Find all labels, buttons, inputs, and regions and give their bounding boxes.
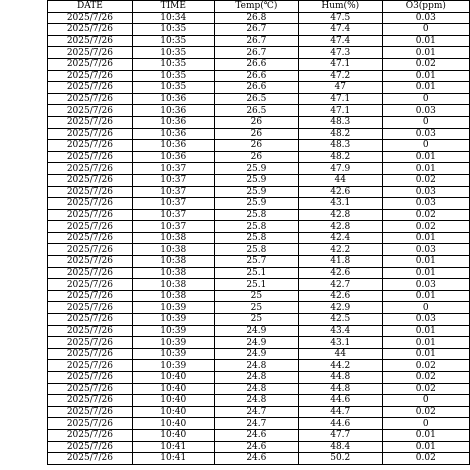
cell-date: 2025/7/26	[48, 418, 133, 430]
table-row	[48, 151, 470, 163]
table-row	[48, 70, 470, 82]
cell-time: 10:41	[132, 441, 214, 453]
table-row	[48, 116, 470, 128]
cell-o3: 0.01	[382, 429, 469, 441]
cell-o3: 0	[382, 395, 469, 407]
cell-time: 10:35	[132, 47, 214, 59]
cell-o3: 0.02	[382, 58, 469, 70]
table-row	[48, 128, 470, 140]
cell-date: 2025/7/26	[48, 383, 133, 395]
cell-date: 2025/7/26	[48, 35, 133, 47]
table-row	[48, 395, 470, 407]
cell-o3: 0.01	[382, 70, 469, 82]
cell-temp: 26.6	[214, 82, 298, 94]
cell-time: 10:40	[132, 372, 214, 384]
cell-o3: 0	[382, 24, 469, 36]
header-o3: O3(ppm)	[382, 1, 469, 13]
cell-date: 2025/7/26	[48, 348, 133, 360]
cell-temp: 26.6	[214, 70, 298, 82]
cell-date: 2025/7/26	[48, 232, 133, 244]
cell-o3: 0.01	[382, 290, 469, 302]
cell-o3: 0.03	[382, 105, 469, 117]
table-row	[48, 163, 470, 175]
cell-hum: 47.1	[298, 58, 382, 70]
table-row	[48, 290, 470, 302]
cell-time: 10:37	[132, 174, 214, 186]
cell-hum: 44	[298, 174, 382, 186]
cell-hum: 47	[298, 82, 382, 94]
cell-temp: 24.8	[214, 395, 298, 407]
table-row	[48, 453, 470, 465]
cell-hum: 48.2	[298, 151, 382, 163]
cell-o3: 0.01	[382, 441, 469, 453]
table-row	[48, 58, 470, 70]
cell-time: 10:40	[132, 429, 214, 441]
table-row	[48, 35, 470, 47]
header-time: TIME	[132, 1, 214, 13]
cell-hum: 44	[298, 348, 382, 360]
cell-date: 2025/7/26	[48, 406, 133, 418]
cell-temp: 24.8	[214, 360, 298, 372]
table-row	[48, 186, 470, 198]
table-row	[48, 256, 470, 268]
cell-temp: 25.8	[214, 209, 298, 221]
header-hum: Hum(%)	[298, 1, 382, 13]
cell-hum: 43.1	[298, 337, 382, 349]
cell-hum: 48.3	[298, 116, 382, 128]
cell-o3: 0.02	[382, 453, 469, 465]
table-row	[48, 406, 470, 418]
cell-time: 10:37	[132, 198, 214, 210]
cell-time: 10:39	[132, 325, 214, 337]
table-row	[48, 82, 470, 94]
cell-o3: 0.01	[382, 267, 469, 279]
cell-date: 2025/7/26	[48, 302, 133, 314]
cell-hum: 42.8	[298, 209, 382, 221]
table-row	[48, 24, 470, 36]
cell-hum: 42.6	[298, 267, 382, 279]
cell-time: 10:38	[132, 232, 214, 244]
cell-date: 2025/7/26	[48, 198, 133, 210]
cell-hum: 42.2	[298, 244, 382, 256]
cell-o3: 0.01	[382, 348, 469, 360]
cell-time: 10:35	[132, 58, 214, 70]
cell-temp: 24.8	[214, 372, 298, 384]
cell-time: 10:40	[132, 418, 214, 430]
cell-hum: 47.4	[298, 35, 382, 47]
cell-time: 10:37	[132, 221, 214, 233]
cell-date: 2025/7/26	[48, 441, 133, 453]
cell-time: 10:34	[132, 12, 214, 24]
cell-o3: 0.03	[382, 198, 469, 210]
cell-date: 2025/7/26	[48, 360, 133, 372]
cell-o3: 0.01	[382, 325, 469, 337]
cell-temp: 24.7	[214, 406, 298, 418]
cell-hum: 48.4	[298, 441, 382, 453]
cell-hum: 47.9	[298, 163, 382, 175]
cell-time: 10:35	[132, 82, 214, 94]
cell-hum: 42.4	[298, 232, 382, 244]
cell-o3: 0.02	[382, 383, 469, 395]
cell-time: 10:37	[132, 209, 214, 221]
header-date: DATE	[48, 1, 133, 13]
cell-time: 10:40	[132, 395, 214, 407]
cell-temp: 26	[214, 116, 298, 128]
cell-time: 10:38	[132, 290, 214, 302]
cell-temp: 24.7	[214, 418, 298, 430]
cell-date: 2025/7/26	[48, 267, 133, 279]
table-row	[48, 209, 470, 221]
cell-o3: 0.01	[382, 82, 469, 94]
cell-time: 10:37	[132, 186, 214, 198]
cell-o3: 0.01	[382, 256, 469, 268]
cell-temp: 25.1	[214, 267, 298, 279]
cell-hum: 47.2	[298, 70, 382, 82]
cell-hum: 47.5	[298, 12, 382, 24]
table-row	[48, 441, 470, 453]
table-row	[48, 325, 470, 337]
cell-o3: 0.02	[382, 372, 469, 384]
cell-temp: 25.9	[214, 198, 298, 210]
cell-temp: 26.5	[214, 93, 298, 105]
cell-time: 10:40	[132, 406, 214, 418]
cell-date: 2025/7/26	[48, 290, 133, 302]
cell-time: 10:36	[132, 151, 214, 163]
cell-o3: 0	[382, 140, 469, 152]
cell-date: 2025/7/26	[48, 395, 133, 407]
cell-o3: 0.03	[382, 244, 469, 256]
cell-hum: 42.5	[298, 314, 382, 326]
table-row	[48, 418, 470, 430]
cell-time: 10:41	[132, 453, 214, 465]
cell-temp: 24.9	[214, 348, 298, 360]
cell-date: 2025/7/26	[48, 453, 133, 465]
cell-date: 2025/7/26	[48, 209, 133, 221]
cell-time: 10:39	[132, 337, 214, 349]
cell-date: 2025/7/26	[48, 12, 133, 24]
cell-date: 2025/7/26	[48, 279, 133, 291]
cell-temp: 25.9	[214, 163, 298, 175]
cell-hum: 44.8	[298, 383, 382, 395]
cell-hum: 44.6	[298, 395, 382, 407]
cell-date: 2025/7/26	[48, 256, 133, 268]
cell-time: 10:39	[132, 360, 214, 372]
cell-o3: 0.01	[382, 151, 469, 163]
cell-date: 2025/7/26	[48, 47, 133, 59]
cell-temp: 25.8	[214, 244, 298, 256]
cell-time: 10:40	[132, 383, 214, 395]
cell-o3: 0.03	[382, 12, 469, 24]
table-row	[48, 12, 470, 24]
cell-o3: 0.02	[382, 406, 469, 418]
cell-o3: 0.01	[382, 35, 469, 47]
cell-temp: 25.7	[214, 256, 298, 268]
cell-time: 10:35	[132, 35, 214, 47]
cell-date: 2025/7/26	[48, 314, 133, 326]
cell-date: 2025/7/26	[48, 116, 133, 128]
cell-hum: 50.2	[298, 453, 382, 465]
cell-temp: 25.9	[214, 174, 298, 186]
cell-temp: 26.7	[214, 24, 298, 36]
cell-time: 10:35	[132, 70, 214, 82]
cell-time: 10:36	[132, 116, 214, 128]
header-row	[48, 1, 470, 13]
cell-date: 2025/7/26	[48, 151, 133, 163]
cell-temp: 26	[214, 128, 298, 140]
cell-date: 2025/7/26	[48, 221, 133, 233]
cell-time: 10:36	[132, 105, 214, 117]
cell-o3: 0.02	[382, 221, 469, 233]
cell-hum: 43.1	[298, 198, 382, 210]
cell-o3: 0.02	[382, 174, 469, 186]
cell-temp: 24.8	[214, 383, 298, 395]
table-row	[48, 337, 470, 349]
cell-hum: 43.4	[298, 325, 382, 337]
cell-date: 2025/7/26	[48, 140, 133, 152]
cell-hum: 42.6	[298, 290, 382, 302]
cell-temp: 26.6	[214, 58, 298, 70]
cell-date: 2025/7/26	[48, 186, 133, 198]
cell-o3: 0.03	[382, 128, 469, 140]
cell-temp: 26.7	[214, 47, 298, 59]
cell-time: 10:39	[132, 348, 214, 360]
table-row	[48, 244, 470, 256]
table-row	[48, 383, 470, 395]
cell-date: 2025/7/26	[48, 163, 133, 175]
cell-o3: 0.03	[382, 279, 469, 291]
cell-hum: 44.2	[298, 360, 382, 372]
table-row	[48, 302, 470, 314]
cell-time: 10:39	[132, 314, 214, 326]
table-row	[48, 348, 470, 360]
cell-temp: 25.9	[214, 186, 298, 198]
cell-time: 10:38	[132, 256, 214, 268]
cell-date: 2025/7/26	[48, 325, 133, 337]
cell-hum: 47.1	[298, 93, 382, 105]
table-row	[48, 47, 470, 59]
cell-hum: 42.8	[298, 221, 382, 233]
cell-temp: 26.8	[214, 12, 298, 24]
table-row	[48, 360, 470, 372]
cell-date: 2025/7/26	[48, 429, 133, 441]
cell-temp: 25.1	[214, 279, 298, 291]
cell-hum: 48.3	[298, 140, 382, 152]
cell-o3: 0	[382, 93, 469, 105]
cell-temp: 26.7	[214, 35, 298, 47]
cell-hum: 44.6	[298, 418, 382, 430]
table-row	[48, 221, 470, 233]
cell-temp: 25	[214, 314, 298, 326]
table-row	[48, 93, 470, 105]
cell-temp: 25	[214, 290, 298, 302]
cell-date: 2025/7/26	[48, 105, 133, 117]
data-table	[47, 0, 470, 465]
cell-temp: 24.6	[214, 453, 298, 465]
cell-o3: 0.03	[382, 314, 469, 326]
cell-date: 2025/7/26	[48, 24, 133, 36]
cell-temp: 26	[214, 140, 298, 152]
cell-date: 2025/7/26	[48, 70, 133, 82]
cell-time: 10:39	[132, 302, 214, 314]
cell-date: 2025/7/26	[48, 128, 133, 140]
table-row	[48, 267, 470, 279]
cell-time: 10:37	[132, 163, 214, 175]
cell-o3: 0.03	[382, 186, 469, 198]
cell-hum: 41.8	[298, 256, 382, 268]
cell-o3: 0.01	[382, 163, 469, 175]
header-temp: Temp(℃)	[214, 1, 298, 13]
cell-date: 2025/7/26	[48, 244, 133, 256]
cell-hum: 42.7	[298, 279, 382, 291]
table-row	[48, 279, 470, 291]
table-row	[48, 314, 470, 326]
cell-o3: 0	[382, 302, 469, 314]
table-row	[48, 232, 470, 244]
cell-temp: 25	[214, 302, 298, 314]
cell-date: 2025/7/26	[48, 337, 133, 349]
cell-hum: 42.9	[298, 302, 382, 314]
cell-time: 10:38	[132, 244, 214, 256]
cell-hum: 47.4	[298, 24, 382, 36]
cell-o3: 0.02	[382, 360, 469, 372]
cell-o3: 0.02	[382, 209, 469, 221]
cell-o3: 0.01	[382, 47, 469, 59]
cell-temp: 24.9	[214, 337, 298, 349]
cell-temp: 26	[214, 151, 298, 163]
cell-date: 2025/7/26	[48, 58, 133, 70]
cell-hum: 48.2	[298, 128, 382, 140]
cell-time: 10:38	[132, 267, 214, 279]
cell-hum: 44.7	[298, 406, 382, 418]
cell-date: 2025/7/26	[48, 174, 133, 186]
cell-time: 10:36	[132, 140, 214, 152]
table-row	[48, 140, 470, 152]
cell-temp: 26.5	[214, 105, 298, 117]
cell-date: 2025/7/26	[48, 82, 133, 94]
cell-temp: 24.6	[214, 441, 298, 453]
cell-temp: 24.9	[214, 325, 298, 337]
cell-o3: 0	[382, 116, 469, 128]
cell-hum: 42.6	[298, 186, 382, 198]
cell-hum: 47.3	[298, 47, 382, 59]
cell-time: 10:36	[132, 128, 214, 140]
cell-hum: 47.1	[298, 105, 382, 117]
table-row	[48, 372, 470, 384]
cell-o3: 0	[382, 418, 469, 430]
cell-time: 10:38	[132, 279, 214, 291]
cell-o3: 0.01	[382, 337, 469, 349]
cell-hum: 44.8	[298, 372, 382, 384]
cell-date: 2025/7/26	[48, 372, 133, 384]
table-row	[48, 174, 470, 186]
cell-time: 10:35	[132, 24, 214, 36]
cell-temp: 25.8	[214, 221, 298, 233]
table-row	[48, 198, 470, 210]
cell-date: 2025/7/26	[48, 93, 133, 105]
cell-hum: 47.7	[298, 429, 382, 441]
cell-time: 10:36	[132, 93, 214, 105]
cell-temp: 25.8	[214, 232, 298, 244]
cell-temp: 24.6	[214, 429, 298, 441]
cell-o3: 0.01	[382, 232, 469, 244]
table-row	[48, 105, 470, 117]
table-row	[48, 429, 470, 441]
